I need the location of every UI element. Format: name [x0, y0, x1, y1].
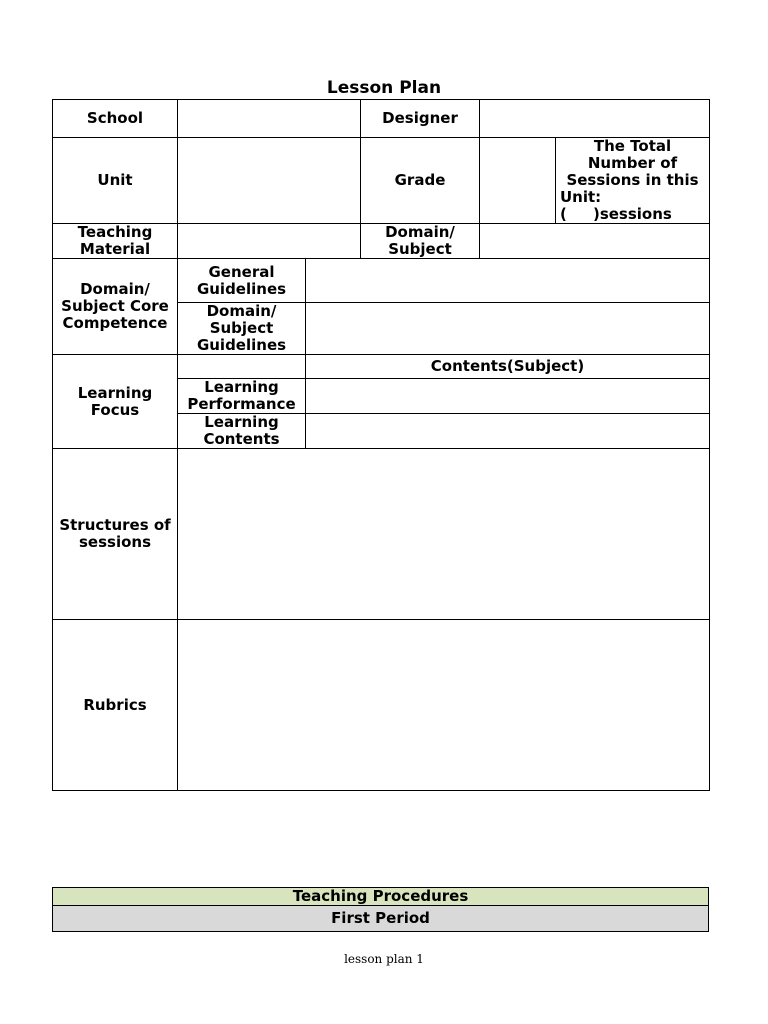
learning-contents-label: Learning Contents: [178, 414, 306, 449]
unit-field[interactable]: [178, 138, 361, 224]
rubrics-field[interactable]: [178, 620, 710, 791]
domain-subject-field[interactable]: [480, 224, 710, 259]
total-sessions-cell[interactable]: [556, 138, 710, 224]
domain-guidelines-label: Domain/ Subject Guidelines: [178, 303, 306, 355]
teaching-material-label: Teaching Material: [53, 224, 178, 259]
first-period-header: First Period: [53, 906, 709, 932]
learning-focus-label: Learning Focus: [53, 355, 178, 449]
contents-header: Contents(Subject): [306, 355, 710, 379]
domain-guidelines-field[interactable]: [306, 303, 710, 355]
rubrics-label: Rubrics: [53, 620, 178, 791]
unit-label: Unit: [53, 138, 178, 224]
contents-header-spacer: [178, 355, 306, 379]
teaching-material-field[interactable]: [178, 224, 361, 259]
domain-subject-label: Domain/ Subject: [361, 224, 480, 259]
general-guidelines-field[interactable]: [306, 259, 710, 303]
designer-label: Designer: [361, 100, 480, 138]
lesson-plan-table: [52, 99, 710, 791]
total-sessions-text: The Total Number of Sessions in this Unit:: [560, 137, 699, 206]
school-field[interactable]: [178, 100, 361, 138]
general-guidelines-label: General Guidelines: [178, 259, 306, 303]
sessions-count-text: ( )sessions: [560, 205, 672, 223]
grade-label: Grade: [361, 138, 480, 224]
structures-field[interactable]: [178, 449, 710, 620]
learning-contents-field[interactable]: [306, 414, 710, 449]
school-label: School: [53, 100, 178, 138]
core-competence-label: Domain/ Subject Core Competence: [53, 259, 178, 355]
page-footer: lesson plan 1: [344, 952, 424, 966]
teaching-procedures-header: Teaching Procedures: [53, 888, 709, 906]
page-title: Lesson Plan: [326, 78, 442, 98]
learning-performance-label: Learning Performance: [178, 379, 306, 414]
grade-field[interactable]: [480, 138, 556, 224]
designer-field[interactable]: [480, 100, 710, 138]
teaching-procedures-table: [52, 887, 709, 932]
learning-performance-field[interactable]: [306, 379, 710, 414]
structures-label: Structures of sessions: [53, 449, 178, 620]
